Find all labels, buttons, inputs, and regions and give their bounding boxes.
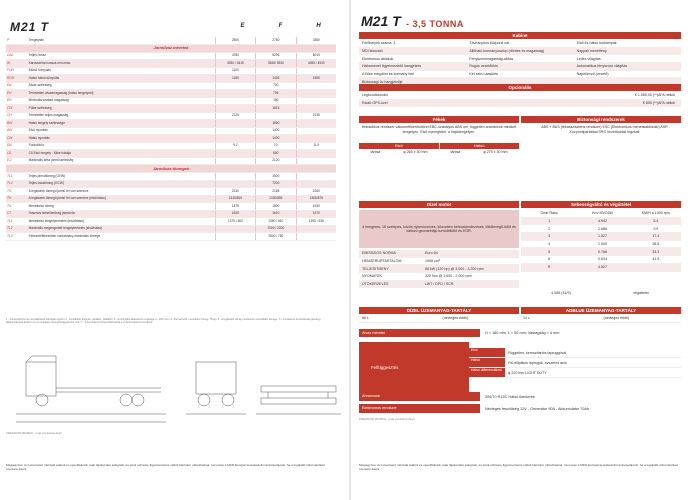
spec-value: 3030 / 3415 [215, 60, 255, 68]
spec-value: 7000 [256, 180, 296, 188]
cabin-feature: A fülke megdönt és kormány felé [362, 72, 415, 77]
spec-label: Fordulókör [28, 142, 216, 150]
spec-value [215, 135, 255, 143]
chassis-label: Alváz méretei [359, 329, 480, 337]
brake-rear-disc-size: φ 275 x 30 mm [483, 150, 508, 154]
spec-value: 1435 [256, 75, 296, 83]
spec-row [6, 218, 336, 226]
tank-values [359, 315, 681, 323]
gear-cell: 2.686 [597, 226, 607, 231]
cabin-feature: Elektromos ablakok [362, 56, 394, 61]
safety-description: ABS + BAS (fékasszisztens rendszer) ESC (Elektronikus menetstabilizáló) ASR Központiparábbal SRS Vezetőoldali légzsák [541, 125, 668, 134]
chassis-value: H = 180 mm, L = 50 mm; Vastagság = 4 mm [485, 331, 560, 335]
spec-value: 2135 [296, 112, 336, 120]
brake-rear-disc-type: tárcsa [450, 150, 461, 154]
gear-cell: 4.942 [597, 219, 607, 224]
chassis-row [359, 329, 681, 337]
spec-code: T6 [6, 195, 28, 203]
cabin-feature: MDI kinszaló [362, 49, 383, 54]
spec-value [296, 105, 336, 113]
spec-row [6, 142, 336, 150]
spec-value: 2500 [215, 37, 255, 44]
spec-label: Hasznos terhelhetőség járművön [28, 210, 216, 218]
spec-row [6, 112, 336, 120]
spec-label: Menetkész tengelyterhelés (első/hátsó) [28, 218, 216, 226]
spec-code: BW [6, 120, 28, 128]
spec-value [256, 67, 296, 75]
spec-label: Hátsó nyomtáv [28, 135, 216, 143]
spec-value [215, 150, 255, 158]
spec-value: 1315/815 [215, 195, 255, 203]
right-page-title: M21 T [361, 13, 401, 29]
right-footer-disclaimer: Megjegyzés: Az ismertetett műszaki adatok és specifikációk csak tájékoztató jellegűek, és azok előzetes figyelmeztetés nélkül bármikor változhatnak. Ismeretei a MKD Európai kereskedelmi képviselőjénél, ha a legújabb információkat szeretné kapni. [359, 463, 678, 471]
spec-row [6, 127, 336, 135]
spec-value [296, 225, 336, 233]
gearbox-band: Sebességváltó és végáttétel [521, 201, 681, 208]
spec-value: 2760 [256, 37, 296, 44]
right-drawing-note: DIMENSIONS DRAWING - a rajz szemléltető jellegű [359, 418, 415, 421]
gear-row [521, 225, 681, 233]
gear-cell: 33.3 [652, 249, 660, 254]
spec-value: 1860 [256, 120, 296, 128]
option-row [359, 92, 681, 100]
spec-label: Terheletlen teljes magasság [28, 112, 216, 120]
safety-band: Biztonsági rendszerek [521, 116, 681, 123]
spec-code: CW [6, 105, 28, 113]
spec-value: 650 [256, 150, 296, 158]
spec-label: A legkisebb tömegű jármű fel van szerelve [28, 188, 216, 196]
gear-cell: 6 [548, 257, 551, 262]
gear-cell: 1 [548, 219, 551, 224]
suspension-row [469, 368, 681, 378]
spec-row [6, 82, 336, 90]
brake-rear-label: Hátsú [440, 143, 520, 149]
spec-value: 1395 / 535 [296, 218, 336, 226]
spec-value [215, 173, 255, 181]
engine-spec-value: LWT / DPD / SCR [425, 282, 454, 287]
engine-description: 4 hengeres, 16 szelepes, közös nyomócsöves, közvetlen befecskendezéses, töltőlevegő-hűtő és változó geometriájú turbófeltöltő és EGR. [359, 210, 519, 248]
spec-code: EH [6, 90, 28, 98]
spec-code: Ew [6, 82, 28, 90]
option-name: Rádió GPS-szel [362, 101, 388, 106]
spec-code: TL2 [6, 225, 28, 233]
spec-row [6, 203, 336, 211]
spec-table [6, 37, 336, 241]
gear-row [521, 256, 681, 264]
spec-row [6, 195, 336, 203]
spec-value: 1610 [256, 210, 296, 218]
gear-table-header [521, 210, 681, 218]
spec-row [6, 225, 336, 233]
gear-head-cell: Km/ MVC6W [592, 211, 613, 216]
spec-code: T5 [6, 188, 28, 196]
adblue-tank-band: ADBLUE ÜZEMANYAG-TARTÁLY [521, 307, 681, 314]
suspension-rows [469, 342, 681, 392]
spec-row [6, 97, 336, 105]
spec-value: 1570 [296, 210, 336, 218]
diesel-tank-note: (névleges érték) [442, 316, 469, 321]
spec-value: 160 [256, 97, 296, 105]
section-title: Járműváz tömegek [6, 165, 336, 173]
spec-row [6, 180, 336, 188]
spec-row [6, 157, 336, 165]
brakes-sub-header [359, 143, 519, 149]
suspension-spec: Független, kereszttartós lapruggóval [508, 350, 567, 355]
cabin-row [359, 40, 681, 48]
spec-value [296, 90, 336, 98]
engine-row [359, 258, 519, 266]
spec-row [6, 188, 336, 196]
spec-value [296, 150, 336, 158]
spec-section-header [6, 44, 336, 52]
spec-row [6, 210, 336, 218]
engine-spec-value: Euro 6d [425, 251, 438, 256]
spec-row [6, 135, 336, 143]
spec-value: 1380 / 510 [256, 218, 296, 226]
gear-cell: 1.000 [597, 242, 607, 247]
spec-notes: 1 - Vonóeszközzel és visszapillantó tükrökkel együtt / 2 - Fordulókör falvonal - járdától - járdáitól / 3 - A minimális alkatrészet megkapja +/- 10% mm / 4 - Bemérhetőt: menetkész tömeg: 75 kg / 5 - A legkisebb tömeg mindenkori vezetőfülke tömege / 6 - A fenkieren beszerelések jelenlegi alkalmazásával alvázon és a menetkész tömegnél figyelembe vett / 7 - A menetkész tömeg tartalmazza a vezető súlyát és teli tankot [6, 318, 321, 325]
option-name: Légkondicionáló [362, 93, 388, 98]
engine-spec-label: HENGERŰRTARTALOM [362, 259, 402, 264]
column-head-f: F [278, 23, 283, 29]
gear-cell: 1.527 [597, 234, 607, 239]
cabin-feature: Férőhelyek száma: 3 [362, 41, 396, 46]
electric-value: Névleges feszültség 12V - Generátor 90A - Akkumulátor 70Ah [485, 406, 590, 411]
options-band: Opcionális [359, 84, 681, 91]
spec-value: 1900 / 2200 [256, 225, 296, 233]
spec-section-header [6, 165, 336, 173]
gear-cell: 4 [548, 242, 551, 247]
spec-label: Fülke szélesség [28, 105, 216, 113]
column-head-e: E [240, 23, 245, 29]
spec-label: Terheletlen alvázmagasság (hátsó tengelynél) [28, 90, 216, 98]
engine-row [359, 250, 519, 258]
brake-rear-disc [439, 150, 519, 154]
spec-value [215, 120, 255, 128]
spec-value: 700 [256, 82, 296, 90]
spec-row [6, 120, 336, 128]
spec-value [296, 127, 336, 135]
gear-cell: 9.9 [653, 226, 659, 231]
spec-label: Maximális késs járműszélesség [28, 157, 216, 165]
spec-code: TL3 [6, 233, 28, 241]
engine-rows [359, 250, 519, 288]
spec-label: Első nyomtáv [28, 127, 216, 135]
final-ratio-value: 4.556 (41/9) [551, 291, 571, 295]
cabin-feature: Távirányítós központi zár [469, 41, 510, 46]
spec-code: P [6, 37, 28, 44]
cabin-feature: Hátramenet figyelmeztető hangjelzés [362, 64, 422, 69]
engine-spec-label: ÜTÖKÉRZELÉS [362, 282, 389, 287]
spec-label: Tengelytáv [28, 37, 216, 44]
engine-spec-value: 1998 cm³ [425, 259, 440, 264]
spec-value: 2260 [296, 188, 336, 196]
spec-code: TL1 [6, 173, 28, 181]
spec-label: Menetkész tömeg [28, 203, 216, 211]
gear-row [521, 241, 681, 249]
spec-code: EH [6, 97, 28, 105]
spec-value: 1100 [215, 67, 255, 75]
spec-label: Elülső túlnyúlás [28, 67, 216, 75]
spec-value: 1890 [256, 203, 296, 211]
left-footer-disclaimer: Megjegyzés: Az ismertetett műszaki adatok és specifikációk csak tájékoztató jellegűek, és azok előzetes figyelmeztetés nélkül bármikor változhatnak. Ismeretei a MKD Európai kereskedelmi képviselőjénél, ha a legújabb információkat szeretné kapni. [6, 463, 325, 471]
spec-code: FOH [6, 67, 28, 75]
cabin-row [359, 63, 681, 71]
spec-code: DN [6, 142, 28, 150]
spec-label: Teljes járműtömeg (GVW) [28, 173, 216, 181]
cabin-feature: Ledes világítás [576, 56, 601, 61]
gear-cell: 17.4 [652, 234, 660, 239]
spec-value [215, 225, 255, 233]
suspension-part: Hátsó differenciálmű [469, 368, 505, 377]
vehicle-dimension-drawing [6, 352, 344, 432]
final-ratio-row [521, 291, 681, 295]
spec-row [6, 90, 336, 98]
right-page [351, 0, 700, 500]
left-page-title: M21 T [10, 20, 50, 34]
cabin-rows [359, 40, 681, 86]
spec-label: Alváz szélesség [28, 82, 216, 90]
suspension-row [469, 348, 681, 358]
cabin-row [359, 55, 681, 63]
cabin-band: Kabine [359, 32, 681, 39]
adblue-tank-note: (névleges érték) [603, 316, 630, 321]
spec-row [6, 52, 336, 60]
gear-cell: 26.5 [652, 242, 660, 247]
cabin-feature: Rugós vezetőülés [469, 64, 498, 69]
spec-row [6, 233, 336, 241]
spec-code: C6 [6, 150, 28, 158]
spec-value [296, 180, 336, 188]
spec-value [215, 97, 255, 105]
brake-front-disc [359, 150, 439, 154]
suspension-block [359, 342, 681, 392]
column-head-h: H [316, 23, 321, 29]
left-page [0, 0, 349, 500]
gear-cell: 0.786 [597, 249, 607, 254]
spec-code: E,1 [6, 157, 28, 165]
spec-value [256, 112, 296, 120]
option-price: € 805 (**)ÁFA nélkül [642, 101, 675, 106]
brakes-description: Hidraulikus rendszer vákuumfékerősítővel EBC-szabályos ABS-vel, független áramkörök mindkét tengelyen. Első nyeregtétel, a hajtótengelyen. [361, 125, 517, 134]
spec-row [6, 37, 336, 44]
spec-value [296, 120, 336, 128]
brakes-band: Fékek [359, 116, 519, 123]
brake-front-label: Első [359, 143, 439, 149]
spec-value: 2185 [256, 188, 296, 196]
spec-value [215, 157, 255, 165]
electric-label: Elektromos rendszer [359, 404, 480, 413]
spec-code: CW [6, 135, 28, 143]
spec-value: 1555 [296, 75, 336, 83]
spec-label: Fékezett/fékezetlen vontatmány maximális tömege [28, 233, 216, 241]
spec-code: OAL [6, 52, 28, 60]
spec-row [6, 105, 336, 113]
spec-value: 9,2 [215, 142, 255, 150]
spec-value [215, 82, 255, 90]
spec-value: 3360 [296, 37, 336, 44]
spec-row [6, 173, 336, 181]
spec-row [6, 60, 336, 68]
spec-value: 4780 [215, 52, 255, 60]
cabin-feature: Fényszórómagasság-állítás [469, 56, 514, 61]
suspension-row [469, 358, 681, 368]
engine-band: Dízel motor [359, 201, 519, 208]
gear-cell: 5.4 [653, 219, 659, 224]
spec-label: Karosszéria hossza min./max. [28, 60, 216, 68]
spec-value: 1930 [296, 203, 336, 211]
gear-cell: 5 [548, 249, 551, 254]
spec-value [215, 233, 255, 241]
cabin-feature: Biztonsági öv hangjelzője [362, 79, 403, 84]
tyres-value: 205/70 R15C Hátsó ikerkerék [485, 394, 535, 399]
spec-value: 1400 [256, 135, 296, 143]
spec-value: 1365/875 [296, 195, 336, 203]
cabin-row [359, 48, 681, 56]
spec-value: 1815 [256, 105, 296, 113]
adblue-tank-capacity: 10 L [523, 316, 530, 321]
tyres-row [359, 392, 681, 401]
option-row [359, 100, 681, 108]
spec-value: 705 [256, 90, 296, 98]
spec-value [296, 135, 336, 143]
spec-row [6, 150, 336, 158]
left-drawing-note: DIMENSIONS DRAWING - a rajz szemléltető jellegű [6, 432, 62, 435]
option-price: € 1.080,00 (**)ÁFA nélkül [634, 93, 675, 98]
electric-row [359, 404, 681, 413]
brake-discs [359, 150, 519, 154]
spec-code: ROH [6, 75, 28, 83]
spec-code: TL1 [6, 218, 28, 226]
gear-cell: 4.527 [597, 265, 607, 270]
gear-cell: 3 [548, 234, 551, 239]
spec-label: Hátsó hátsó túlnyúlás [28, 75, 216, 83]
engine-spec-label: EMISSZIÓS NORMA [362, 251, 396, 256]
spec-code: TL4 [6, 180, 28, 188]
tyres-label: Abroncsok [359, 392, 480, 401]
engine-spec-label: NYOMATÉK [362, 274, 382, 279]
spec-label: Hátsó tengely szélessége [28, 120, 216, 128]
options-rows [359, 92, 681, 107]
spec-code: W [6, 60, 28, 68]
brake-front-disc-size: φ 265 x 30 mm [403, 150, 428, 154]
spec-value: 1180 [215, 75, 255, 83]
cabin-feature: Első és hátsó ködlámpák [576, 41, 617, 46]
gear-cell: 41.9 [652, 257, 660, 262]
suspension-label: Felfüggesztés [359, 342, 469, 392]
suspension-part: Első [469, 348, 505, 357]
cabin-row [359, 71, 681, 79]
final-ratio-label: végáttétel [633, 291, 649, 295]
spec-value [215, 127, 255, 135]
spec-value [296, 157, 336, 165]
spec-code: CH [6, 112, 28, 120]
spec-value: 1375 / 500 [215, 218, 255, 226]
engine-spec-value: 88 kW (120 hp) @ 3,000 - 3,200 rpm [425, 266, 484, 271]
gear-row [521, 264, 681, 272]
spec-value: 3500 [256, 173, 296, 181]
tank-row [359, 315, 681, 323]
gear-head-cell: Gear Ratio [540, 211, 558, 216]
spec-label: Teljes hossz [28, 52, 216, 60]
spec-value [215, 105, 255, 113]
engine-row [359, 265, 519, 273]
engine-row [359, 281, 519, 289]
engine-spec-label: TELJESITMÉNY [362, 266, 389, 271]
spec-value: 4265 / 4530 [296, 60, 336, 68]
spec-value: 10 [256, 142, 296, 150]
spec-value [296, 233, 336, 241]
spec-code: T4 [6, 203, 28, 211]
spec-value: 1330/855 [256, 195, 296, 203]
cabin-feature: Két sztrú utasülés [469, 72, 498, 77]
brake-front-disc-type: tárcsa [370, 150, 381, 154]
spec-row [6, 75, 336, 83]
cabin-feature: Nappali menetfény [576, 49, 607, 54]
engine-spec-value: 320 Nm @ 1,600 - 2,000 rpm [425, 274, 472, 279]
spec-label: Minimális szabad magasság [28, 97, 216, 105]
spec-value: 2120 [256, 157, 296, 165]
spec-value: 5295 [256, 52, 296, 60]
spec-code: AW [6, 127, 28, 135]
spec-value: 11,9 [296, 142, 336, 150]
suspension-spec: Fél-elliptikus laprugók, óvszeres ació [508, 360, 567, 365]
spec-value [215, 180, 255, 188]
suspension-part: Hátsó [469, 358, 505, 367]
spec-value: 2130 [215, 188, 255, 196]
spec-value [296, 97, 336, 105]
gear-cell: 0.634 [597, 257, 607, 262]
spec-value [296, 67, 336, 75]
cabin-feature: Állítható kormányoszlop (döntés és magasság) [469, 49, 545, 54]
gear-row [521, 233, 681, 241]
spec-value: 3545/ 3930 [256, 60, 296, 68]
spec-value: 2125 [215, 112, 255, 120]
spec-label: C6 Első tengely - fülke hátulja [28, 150, 216, 158]
spec-value: 6015 [296, 52, 336, 60]
spec-value: 1625 [215, 210, 255, 218]
diesel-tank-capacity: 68 L [362, 316, 369, 321]
section-title: Járműváz méretek [6, 44, 336, 52]
spec-label: Teljes össztömeg (GCW) [28, 180, 216, 188]
gear-row [521, 218, 681, 226]
spec-value: 1875 [215, 203, 255, 211]
spec-label: A legkisebb tömegű jármű fel van szerelve (első/hátsó) [28, 195, 216, 203]
gear-cell: 2 [548, 226, 551, 231]
spec-value [296, 82, 336, 90]
gear-row [521, 248, 681, 256]
cabin-feature: Automatikus fényszóró világítás [576, 64, 628, 69]
spec-value [215, 90, 255, 98]
right-page-subtitle: - 3,5 TONNA [406, 19, 464, 29]
diesel-tank-band: DÍZEL ÜZEMANYAG-TARTÁLY [359, 307, 519, 314]
spec-value [296, 173, 336, 181]
spec-value: 3500 / 750 [256, 233, 296, 241]
spec-label: Maximális megengedett tengelyterhelés (első/hátsó) [28, 225, 216, 233]
engine-row [359, 273, 519, 281]
gear-cell: R [547, 265, 551, 270]
gear-table [521, 210, 681, 272]
suspension-spec: φ 220 mm LIGHT DUTY [508, 370, 547, 375]
spec-value: 1400 [256, 127, 296, 135]
spec-row [6, 67, 336, 75]
cabin-feature: Napellenző (vezető) [576, 72, 609, 77]
gear-head-cell: KM/H a 1000 rpm [641, 211, 670, 216]
spec-code: CT [6, 210, 28, 218]
